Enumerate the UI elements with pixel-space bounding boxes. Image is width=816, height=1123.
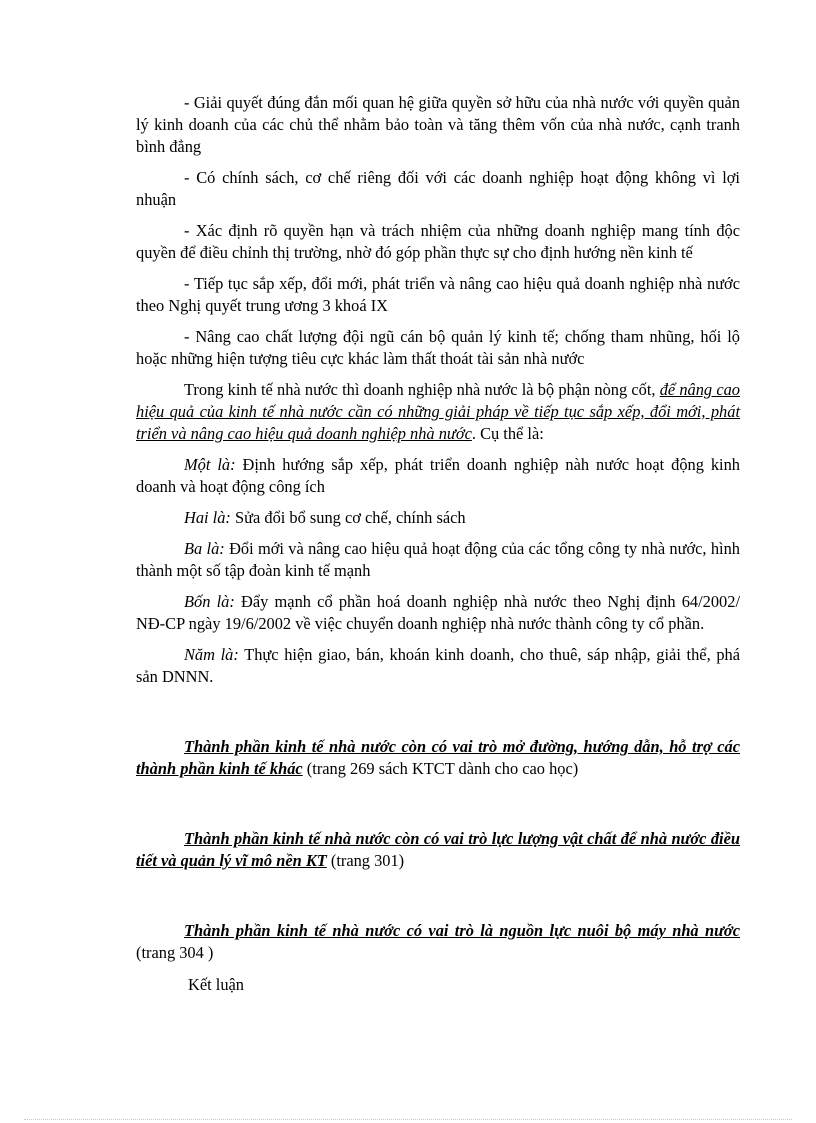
bullet-paragraph: - Có chính sách, cơ chế riêng đối với các doanh nghiệp hoạt động không vì lợi nhuận — [136, 168, 740, 209]
solution-label: Ba là: — [184, 539, 225, 558]
solution-text: Thực hiện giao, bán, khoán kinh doanh, cho thuê, sáp nhập, giải thể, phá sản DNNN. — [136, 645, 740, 686]
solution-label: Bốn là: — [184, 592, 235, 611]
bullet-paragraph: - Xác định rõ quyền hạn và trách nhiệm của những doanh nghiệp mang tính độc quyền để điều chỉnh thị trường, nhờ đó góp phần thực sự cho định hướng nền kinh tế — [136, 221, 740, 262]
role-heading: Thành phần kinh tế nhà nước còn có vai trò lực lượng vật chất để nhà nước điều tiết và quản lý vĩ mô nền KT — [136, 829, 740, 870]
bullet-paragraph: - Nâng cao chất lượng đội ngũ cán bộ quản lý kinh tế; chống tham nhũng, hối lộ hoặc những hiện tượng tiêu cực khác làm thất thoát tài sản nhà nước — [136, 327, 740, 368]
solution-item — [136, 538, 740, 582]
solution-label: Năm là: — [184, 645, 239, 664]
conclusion-heading: Kết luận — [188, 975, 244, 994]
document-page — [136, 92, 740, 996]
role-note: (trang 301) — [326, 851, 405, 870]
role-paragraph — [136, 736, 740, 780]
solution-item — [136, 644, 740, 688]
solution-label: Một là: — [184, 455, 236, 474]
solution-text: Đổi mới và nâng cao hiệu quả hoạt động của các tổng công ty nhà nước, hình thành một số tập đoàn kinh tế mạnh — [136, 539, 740, 580]
role-note: (trang 304 ) — [136, 943, 214, 962]
solution-text: Sửa đổi bổ sung cơ chế, chính sách — [230, 508, 466, 527]
role-heading: Thành phần kinh tế nhà nước còn có vai trò mở đường, hướng dẫn, hỗ trợ các thành phần kinh tế khác — [136, 737, 740, 778]
role-note: (trang 269 sách KTCT dành cho cao học) — [302, 759, 579, 778]
solution-item — [136, 507, 740, 529]
solution-item — [136, 454, 740, 498]
role-paragraph — [136, 920, 740, 964]
intro-paragraph — [136, 379, 740, 445]
bullet-paragraph: - Giải quyết đúng đắn mối quan hệ giữa quyền sở hữu của nhà nước với quyền quản lý kinh doanh của các chủ thể nhằm bảo toàn và tăng thêm vốn của nhà nước, cạnh tranh bình đẳng — [136, 93, 740, 156]
role-paragraph — [136, 828, 740, 872]
role-heading: Thành phần kinh tế nhà nước có vai trò là nguồn lực nuôi bộ máy nhà nước — [184, 921, 740, 940]
intro-tail: . Cụ thể là: — [471, 424, 544, 443]
intro-lead: Trong kinh tế nhà nước thì doanh nghiệp nhà nước là bộ phận nòng cốt, — [184, 380, 660, 399]
page-bottom-divider — [24, 1119, 792, 1120]
bullet-paragraph: - Tiếp tục sắp xếp, đổi mới, phát triển và nâng cao hiệu quả doanh nghiệp nhà nước theo Nghị quyết trung ương 3 khoá IX — [136, 274, 740, 315]
solution-item — [136, 591, 740, 635]
intro-underlined: để nâng cao hiệu quả của kinh tế nhà nước cần có những giải pháp về tiếp tục sắp xếp, đổi mới, phát triển và nâng cao hiệu quả doanh nghiệp nhà nước — [136, 380, 740, 443]
solution-text: Định hướng sắp xếp, phát triển doanh nghiệp nàh nước hoạt động kinh doanh và hoạt động công ích — [136, 455, 740, 496]
solution-text: Đẩy mạnh cổ phần hoá doanh nghiệp nhà nước theo Nghị định 64/2002/ NĐ-CP ngày 19/6/2002 về việc chuyển doanh nghiệp nhà nước thành công ty cổ phần. — [136, 592, 740, 633]
solution-label: Hai là: — [184, 508, 231, 527]
